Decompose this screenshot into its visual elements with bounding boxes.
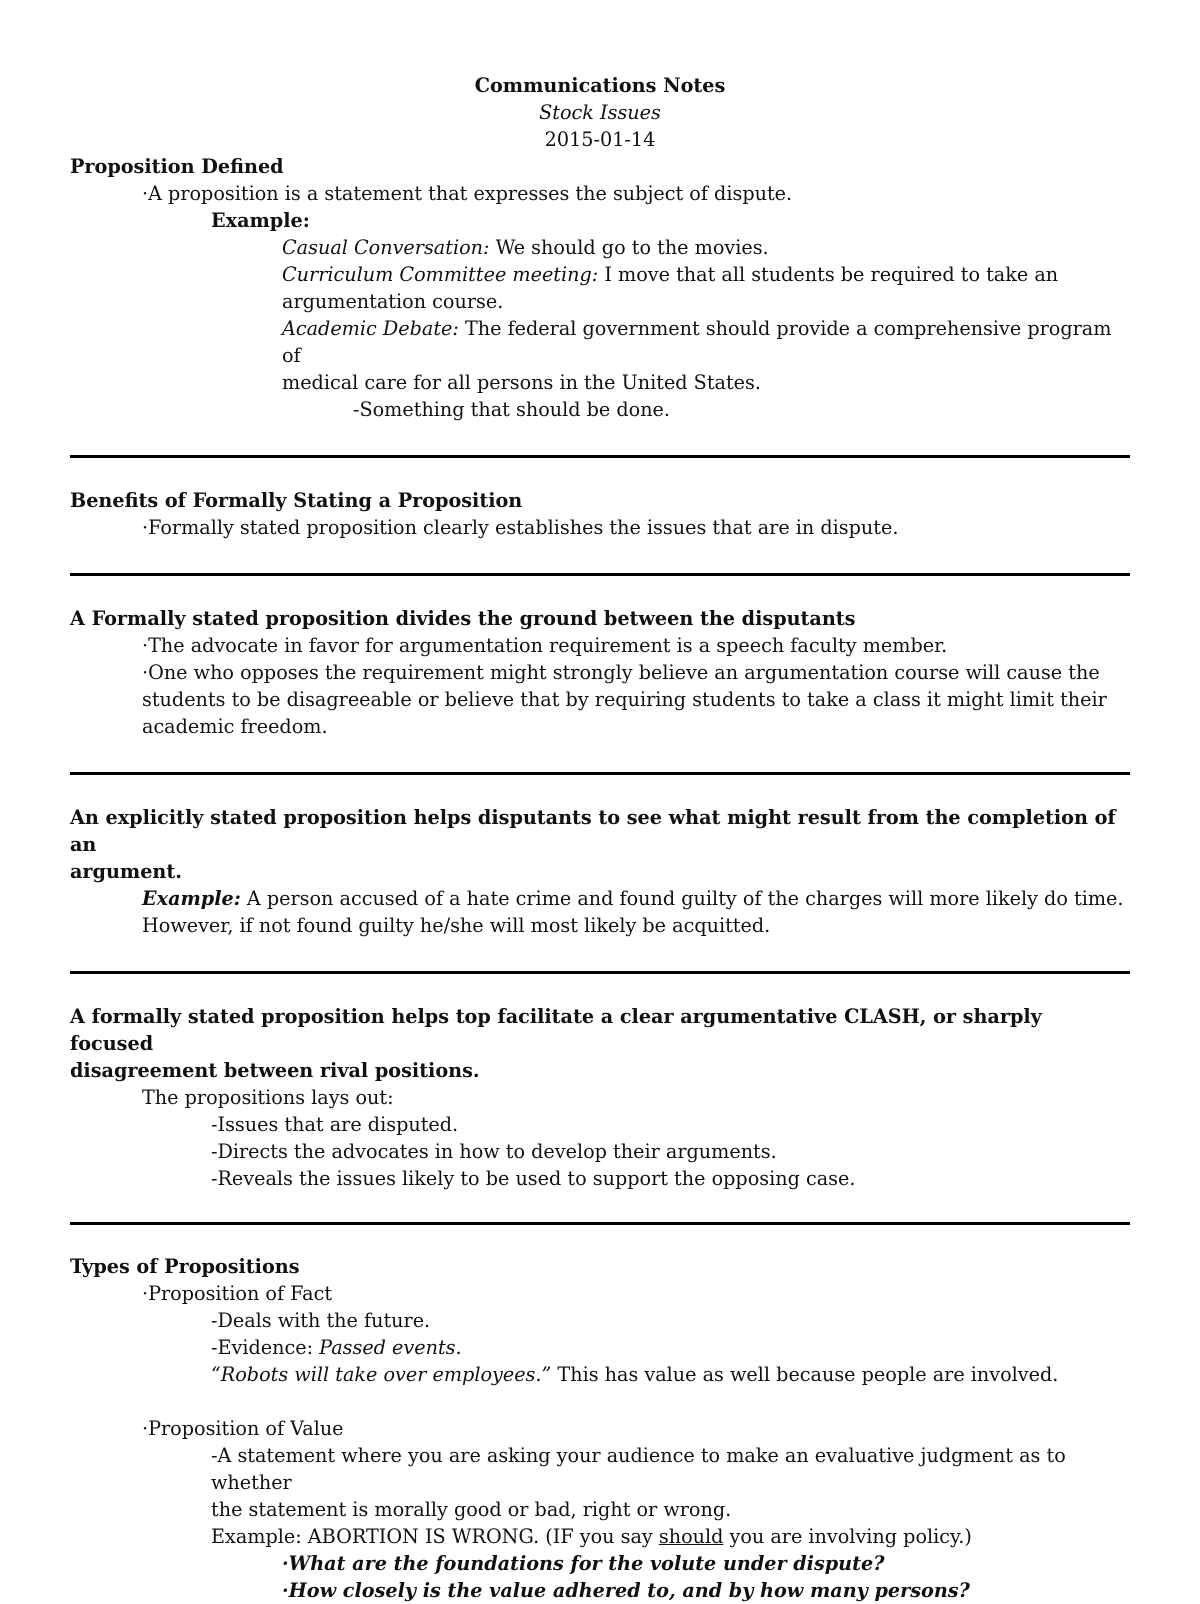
example-label-casual: Casual Conversation: — [282, 236, 490, 259]
example-text: A person accused of a hate crime and found guilty of the charges will more likely do time. — [240, 887, 1124, 910]
document-date: 2015-01-14 — [544, 128, 656, 151]
section-heading-clash: A formally stated proposition helps top facilitate a clear argumentative CLASH, or sharply focused — [70, 1005, 1042, 1055]
list-item: -Issues that are disputed. — [211, 1113, 459, 1136]
fact-quote-rest: This has value as well because people are involved. — [551, 1363, 1059, 1386]
intro-text: The propositions lays out: — [142, 1086, 394, 1109]
example-curriculum-cont: argumentation course. — [282, 290, 504, 313]
example-text-cont: However, if not found guilty he/she will most likely be acquitted. — [142, 914, 771, 937]
section-heading-explicitly-stated: An explicitly stated proposition helps disputants to see what might result from the completion of an — [70, 806, 1116, 856]
fact-quote: “Robots will take over employees.” — [211, 1363, 552, 1386]
example-curriculum — [70, 261, 1130, 288]
section-heading-clash-cont: disagreement between rival positions. — [70, 1059, 480, 1082]
example-label-curriculum: Curriculum Committee meeting: — [282, 263, 599, 286]
example-hate-crime — [70, 885, 1130, 912]
example-label: Example: — [211, 209, 310, 232]
example-casual — [70, 234, 1130, 261]
list-item: -Directs the advocates in how to develop their arguments. — [211, 1140, 777, 1163]
example-academic — [70, 315, 1130, 369]
bullet-text: ·The advocate in favor for argumentation requirement is a speech faculty member. — [142, 634, 948, 657]
list-item: -Deals with the future. — [211, 1309, 431, 1332]
evidence-end: . — [455, 1336, 462, 1359]
example-text-academic: The federal government should provide a comprehensive program of — [282, 317, 1112, 367]
subheading-value: ·Proposition of Value — [142, 1417, 344, 1440]
section-heading-proposition-defined: Proposition Defined — [70, 155, 284, 178]
value-example-b: you are involving policy.) — [723, 1525, 972, 1548]
blank-line — [70, 1388, 1130, 1415]
example-text-casual: We should go to the movies. — [489, 236, 769, 259]
subheading-fact: ·Proposition of Fact — [142, 1282, 333, 1305]
example-academic-cont: medical care for all persons in the United States. — [282, 371, 761, 394]
example-label: Example: — [142, 887, 241, 910]
document-title: Communications Notes — [474, 74, 726, 97]
section-heading-benefits: Benefits of Formally Stating a Proposition — [70, 489, 523, 512]
value-example-a: Example: ABORTION IS WRONG. (IF you say — [211, 1525, 659, 1548]
note-text: -Something that should be done. — [353, 398, 671, 421]
section-heading-divides-ground: A Formally stated proposition divides the ground between the disputants — [70, 607, 856, 630]
evidence-label: -Evidence: — [211, 1336, 320, 1359]
bullet-text-cont: academic freedom. — [142, 715, 328, 738]
document-subtitle: Stock Issues — [539, 101, 661, 124]
example-text-curriculum: I move that all students be required to take an — [598, 263, 1059, 286]
list-item: -Reveals the issues likely to be used to support the opposing case. — [211, 1167, 856, 1190]
fact-example — [70, 1361, 1130, 1388]
example-label-academic: Academic Debate: — [282, 317, 459, 340]
value-example — [70, 1523, 1130, 1550]
list-item-evidence — [70, 1334, 1130, 1361]
section-heading-explicitly-stated-cont: argument. — [70, 860, 182, 883]
bullet-text: ·Formally stated proposition clearly establishes the issues that are in dispute. — [142, 516, 899, 539]
question-text: ·How closely is the value adhered to, and by how many persons? — [282, 1579, 970, 1602]
value-definition: -A statement where you are asking your audience to make an evaluative judgment as to whether — [211, 1444, 1066, 1494]
value-definition-cont: the statement is morally good or bad, right or wrong. — [211, 1498, 732, 1521]
question-text: ·What are the foundations for the volute under dispute? — [282, 1552, 885, 1575]
value-example-underlined: should — [658, 1525, 724, 1548]
evidence-value: Passed events — [319, 1336, 456, 1359]
section-heading-types: Types of Propositions — [70, 1255, 300, 1278]
bullet-text-cont: students to be disagreeable or believe that by requiring students to take a class it might limit their — [142, 688, 1107, 711]
bullet-text: ·A proposition is a statement that expresses the subject of dispute. — [142, 182, 793, 205]
bullet-text: ·One who opposes the requirement might strongly believe an argumentation course will cause the — [142, 661, 1100, 684]
